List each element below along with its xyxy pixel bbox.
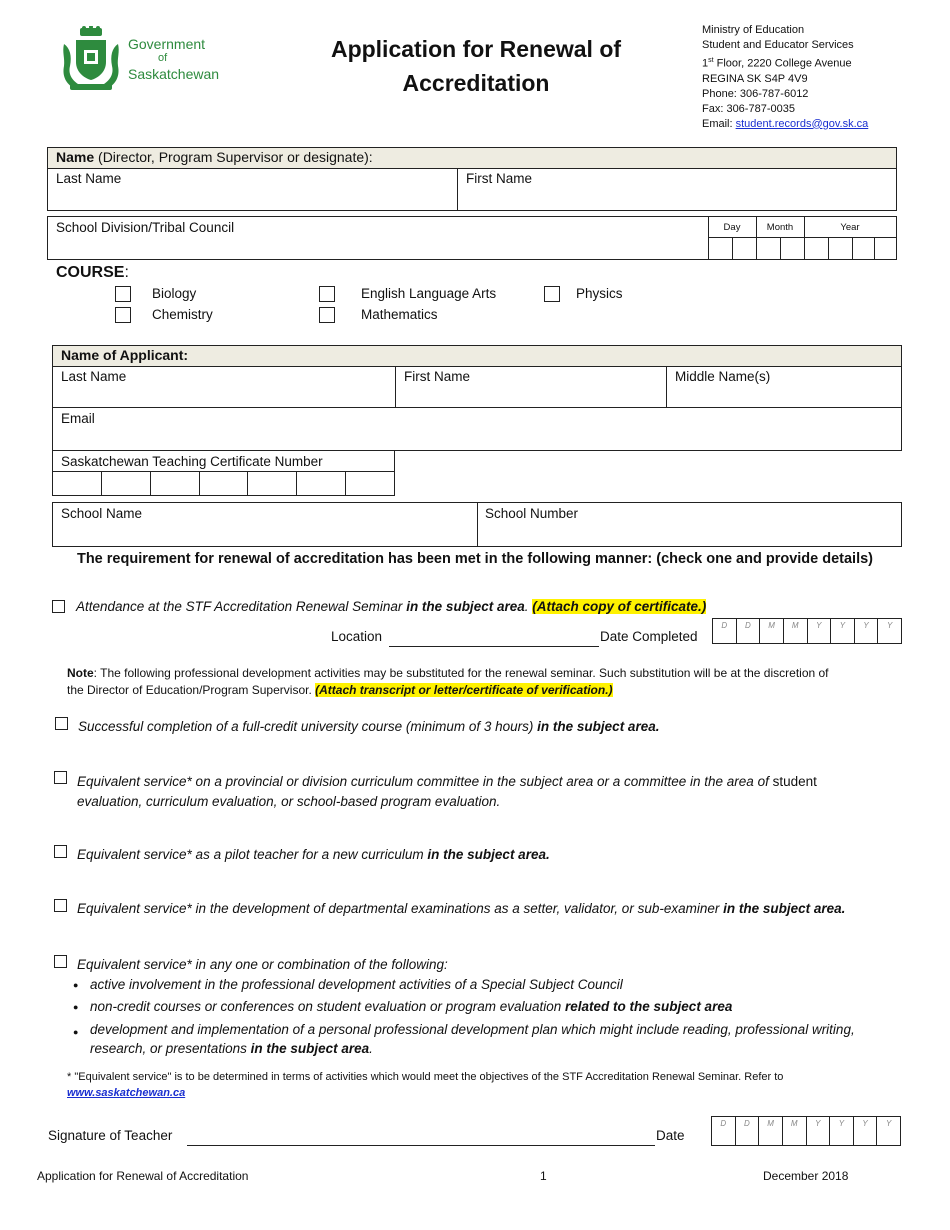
title-line1: Application for Renewal of <box>330 36 622 62</box>
logo-line2: of <box>158 52 168 64</box>
applicant-last-name-label: Last Name <box>61 369 127 384</box>
division-year-input-3[interactable] <box>852 238 875 259</box>
course-biology-checkbox[interactable] <box>115 286 131 302</box>
cert-digit-4[interactable] <box>200 472 249 495</box>
name-label-rest: (Director, Program Supervisor or designate): <box>94 149 373 165</box>
name-label-bold: Name <box>56 149 95 165</box>
signature-date-boxes[interactable] <box>711 1116 901 1146</box>
option-pilot-text: Equivalent service* as a pilot teacher for a new curriculum in the subject area. <box>77 847 550 862</box>
option-combination-text: Equivalent service* in any one or combination of the following: <box>77 957 448 972</box>
contact-city: REGINA SK S4P 4V9 <box>702 72 808 85</box>
footnote: * "Equivalent service" is to be determined in terms of activities which would meet the objectives of the STF Accreditation Renewal Seminar. Refer to www.saskatchewan.ca <box>67 1071 784 1099</box>
date-completed-m2[interactable]: M <box>784 619 808 643</box>
division-year-input-1[interactable] <box>804 238 829 259</box>
bullet-ssc: ● active involvement in the professional development activities of a Special Subject Council <box>76 977 623 992</box>
option-pilot-checkbox[interactable] <box>54 845 67 858</box>
applicant-header <box>53 346 901 367</box>
contact-address: 1st Floor, 2220 College Avenue <box>702 57 852 70</box>
saskatchewan-link[interactable]: www.saskatchewan.ca <box>67 1087 186 1099</box>
date-completed-d2[interactable]: D <box>737 619 761 643</box>
title-line2: Accreditation <box>402 70 550 96</box>
division-date-month: Month <box>756 217 805 238</box>
applicant-title: Name of Applicant: <box>61 347 189 363</box>
substitution-note: Note: The following professional development activities may be substituted for the renewal seminar. Such substitution will be at the discretion of the Director of Education/Program Supervisor. (Attach transcript or letter/certificate of verification.) <box>67 666 829 697</box>
school-name-label: School Name <box>61 506 143 521</box>
signature-date-m2[interactable]: M <box>783 1117 807 1145</box>
applicant-first-name-label: First Name <box>404 369 471 384</box>
school-number-label: School Number <box>485 506 579 521</box>
course-math-checkbox[interactable] <box>319 307 335 323</box>
course-chemistry-label: Chemistry <box>152 307 213 322</box>
date-completed-y4[interactable]: Y <box>887 621 893 630</box>
footer-date: December 2018 <box>763 1169 849 1183</box>
contact-ministry: Ministry of Education <box>702 24 805 36</box>
course-ela-label: English Language Arts <box>361 286 497 301</box>
school-division-field[interactable] <box>48 217 709 259</box>
cert-digit-7[interactable] <box>346 472 394 495</box>
footer-page-number: 1 <box>540 1169 547 1183</box>
contact-branch: Student and Educator Services <box>702 39 854 51</box>
school-name-field[interactable] <box>53 503 478 546</box>
logo-line1: Government <box>128 36 206 52</box>
division-date-year: Year <box>804 217 896 238</box>
applicant-last-name-field[interactable] <box>53 366 396 408</box>
director-name-section <box>47 147 897 211</box>
bullet-pd-plan: ● development and implementation of a personal professional development plan which might include reading, professional writing, research, or presentations in the subject area. <box>76 1020 910 1058</box>
division-day-input-1[interactable] <box>708 238 733 259</box>
logo-line3: Saskatchewan <box>128 66 220 82</box>
option-seminar-text: Attendance at the STF Accreditation Renewal Seminar in the subject area. (Attach copy of certificate.) <box>76 599 707 614</box>
signature-input[interactable] <box>187 1145 655 1146</box>
first-name-label: First Name <box>466 171 533 186</box>
cert-number-boxes <box>53 471 394 495</box>
division-month-input-2[interactable] <box>780 238 805 259</box>
note-attach-highlight: (Attach transcript or letter/certificate of verification.) <box>315 683 613 697</box>
division-year-input-2[interactable] <box>828 238 853 259</box>
contact-phone: Phone: 306-787-6012 <box>702 87 809 100</box>
cert-digit-1[interactable] <box>53 472 102 495</box>
school-division-section <box>47 216 897 260</box>
date-completed-m1[interactable]: M <box>760 619 784 643</box>
director-last-name-field[interactable] <box>48 168 458 210</box>
division-day-input-2[interactable] <box>732 238 757 259</box>
option-combination-checkbox[interactable] <box>54 955 67 968</box>
contact-email: Email: student.records@gov.sk.ca <box>702 117 869 130</box>
course-math-label: Mathematics <box>361 307 438 322</box>
cert-digit-6[interactable] <box>297 472 346 495</box>
cert-number-label: Saskatchewan Teaching Certificate Number <box>61 454 323 469</box>
course-chemistry-checkbox[interactable] <box>115 307 131 323</box>
course-physics-label: Physics <box>576 286 623 301</box>
option-university-text: Successful completion of a full-credit university course (minimum of 3 hours) in the subject area. <box>78 719 660 734</box>
director-first-name-field[interactable] <box>458 168 896 210</box>
cert-number-section <box>52 451 395 496</box>
option-committee-text: Equivalent service* on a provincial or division curriculum committee in the subject area or a committee in the area of student evaluation, curriculum evaluation, or school-based program evaluation. <box>77 774 817 809</box>
signature-date-d1[interactable]: D <box>712 1117 736 1145</box>
signature-date-d2[interactable]: D <box>736 1117 760 1145</box>
signature-date-y1[interactable]: Y <box>807 1117 831 1145</box>
applicant-middle-name-field[interactable] <box>667 366 901 408</box>
applicant-email-label: Email <box>61 411 95 426</box>
location-label: Location <box>331 629 383 644</box>
date-completed-label: Date Completed <box>600 629 698 644</box>
course-ela-checkbox[interactable] <box>319 286 335 302</box>
page-title <box>300 32 652 100</box>
last-name-label: Last Name <box>56 171 122 186</box>
course-biology-label: Biology <box>152 286 197 301</box>
cert-digit-5[interactable] <box>248 472 297 495</box>
signature-date-m1[interactable]: M <box>759 1117 783 1145</box>
option-seminar-checkbox[interactable] <box>52 600 65 613</box>
director-name-header <box>48 148 896 169</box>
signature-date-label: Date <box>656 1128 685 1143</box>
applicant-first-name-field[interactable] <box>396 366 667 408</box>
signature-label: Signature of Teacher <box>48 1128 173 1143</box>
option-committee-checkbox[interactable] <box>54 771 67 784</box>
school-division-label: School Division/Tribal Council <box>56 220 235 235</box>
email-link[interactable]: student.records@gov.sk.ca <box>735 117 869 130</box>
date-completed-y1[interactable]: Y <box>808 619 832 643</box>
contact-info <box>702 23 942 132</box>
bullet-noncredit: ● non-credit courses or conferences on student evaluation or program evaluation related to the subject area <box>76 999 732 1014</box>
signature-date-y2[interactable]: Y <box>830 1117 854 1145</box>
location-input[interactable] <box>389 646 599 647</box>
option-university-checkbox[interactable] <box>55 717 68 730</box>
government-logo <box>62 26 222 92</box>
signature-date-y4[interactable]: Y <box>886 1119 892 1128</box>
cert-digit-3[interactable] <box>151 472 200 495</box>
date-completed-d1[interactable]: D <box>713 619 737 643</box>
contact-fax: Fax: 306-787-0035 <box>702 102 795 115</box>
school-section <box>52 502 902 547</box>
crest-icon <box>62 26 120 92</box>
option-exams-text: Equivalent service* in the development of departmental examinations as a setter, validator, or sub-examiner in the subject area. <box>77 901 846 916</box>
date-completed-y2[interactable]: Y <box>831 619 855 643</box>
signature-date-y3[interactable]: Y <box>854 1117 878 1145</box>
date-completed-boxes[interactable] <box>712 618 902 644</box>
applicant-section <box>52 345 902 451</box>
cert-digit-2[interactable] <box>102 472 151 495</box>
course-physics-checkbox[interactable] <box>544 286 560 302</box>
school-number-field[interactable] <box>477 503 901 546</box>
option-exams-checkbox[interactable] <box>54 899 67 912</box>
division-month-input-1[interactable] <box>756 238 781 259</box>
division-date-day: Day <box>708 217 757 238</box>
footer-title: Application for Renewal of Accreditation <box>37 1169 249 1183</box>
seminar-attach-note: (Attach copy of certificate.) <box>532 599 707 614</box>
division-year-input-4[interactable] <box>874 238 896 259</box>
applicant-email-field[interactable] <box>53 408 901 450</box>
course-label: COURSE: <box>56 264 129 281</box>
requirement-heading: The requirement for renewal of accreditation has been met in the following manner: (check one and provide details) <box>76 551 874 567</box>
applicant-middle-name-label: Middle Name(s) <box>675 369 771 384</box>
date-completed-y3[interactable]: Y <box>855 619 879 643</box>
